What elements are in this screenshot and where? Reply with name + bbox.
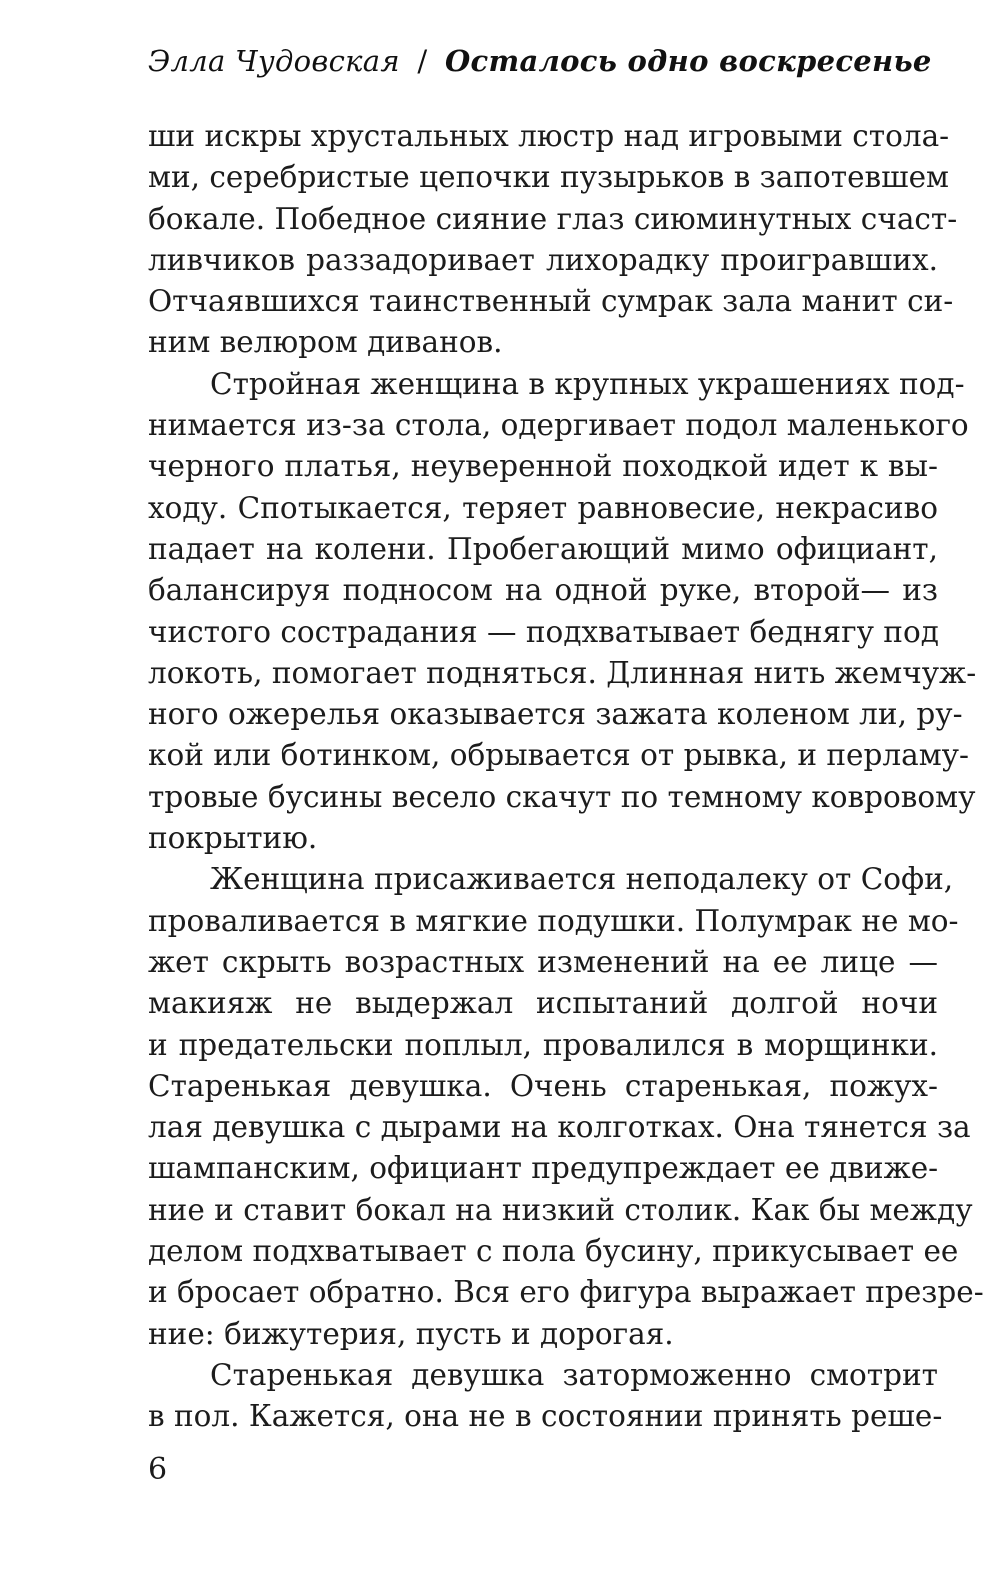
text-line: черного платья, неуверенной походкой идет к вы- [148, 449, 938, 484]
text-line: бокале. Победное сияние глаз сиюминутных счаст- [148, 201, 958, 236]
text-line: падает на колени. Пробегающий мимо официант, [148, 531, 938, 566]
text-line: Женщина присаживается неподалеку от Софи, [210, 862, 954, 897]
paragraph [148, 859, 984, 1355]
text-line: нимается из-за стола, одергивает подол маленького [148, 408, 969, 443]
text-line: кой или ботинком, обрывается от рывка, и перламу- [148, 738, 969, 773]
paragraph [148, 1355, 943, 1438]
text-line: ходу. Спотыкается, теряет равновесие, некрасиво [148, 490, 938, 525]
text-line: чистого сострадания — подхватывает беднягу под [148, 614, 939, 649]
text-line: ние: бижутерия, пусть и дорогая. [148, 1316, 674, 1351]
body-text [148, 116, 984, 1438]
text-line: шампанским, официант предупреждает ее движе- [148, 1151, 939, 1186]
text-line: ним велюром диванов. [148, 325, 503, 360]
text-line: Старенькая девушка заторможенно смотрит [210, 1357, 938, 1392]
running-header [148, 44, 938, 78]
text-line: ливчиков раззадоривает лихорадку проигравших. [148, 242, 938, 277]
text-line: Стройная женщина в крупных украшениях под- [210, 366, 965, 401]
header-author: Элла Чудовская [148, 44, 400, 78]
paragraph [148, 364, 977, 860]
text-line: в пол. Кажется, она не в состоянии принять реше- [148, 1399, 943, 1434]
header-separator: / [417, 44, 428, 78]
text-line: балансируя подносом на одной руке, второй— из [148, 573, 938, 608]
text-line: жет скрыть возрастных изменений на ее лице — [148, 944, 938, 979]
text-line: Отчаявшихся таинственный сумрак зала манит си- [148, 284, 954, 319]
text-line: делом подхватывает с пола бусину, прикусывает ее [148, 1234, 959, 1269]
header-book-title: Осталось одно воскресенье [444, 44, 932, 78]
text-line: Старенькая девушка. Очень старенькая, пожух- [148, 1068, 938, 1103]
text-line: ного ожерелья оказывается зажата коленом ли, ру- [148, 697, 963, 732]
text-line: покрытию. [148, 821, 318, 856]
text-line: локоть, помогает подняться. Длинная нить жемчуж- [148, 655, 977, 690]
text-line: макияж не выдержал испытаний долгой ночи [148, 986, 938, 1021]
paragraph [148, 116, 958, 364]
text-line: ми, серебристые цепочки пузырьков в запотевшем [148, 160, 949, 195]
text-line: и бросает обратно. Вся его фигура выражает презре- [148, 1275, 984, 1310]
page-number: 6 [148, 1452, 168, 1487]
text-line: лая девушка с дырами на колготках. Она тянется за [148, 1110, 971, 1145]
text-line: ние и ставит бокал на низкий столик. Как бы между [148, 1192, 973, 1227]
text-line: проваливается в мягкие подушки. Полумрак не мо- [148, 903, 959, 938]
text-line: и предательски поплыл, провалился в морщинки. [148, 1027, 938, 1062]
text-line: ши искры хрустальных люстр над игровыми стола- [148, 119, 950, 153]
text-line: тровые бусины весело скачут по темному ковровому [148, 779, 976, 814]
